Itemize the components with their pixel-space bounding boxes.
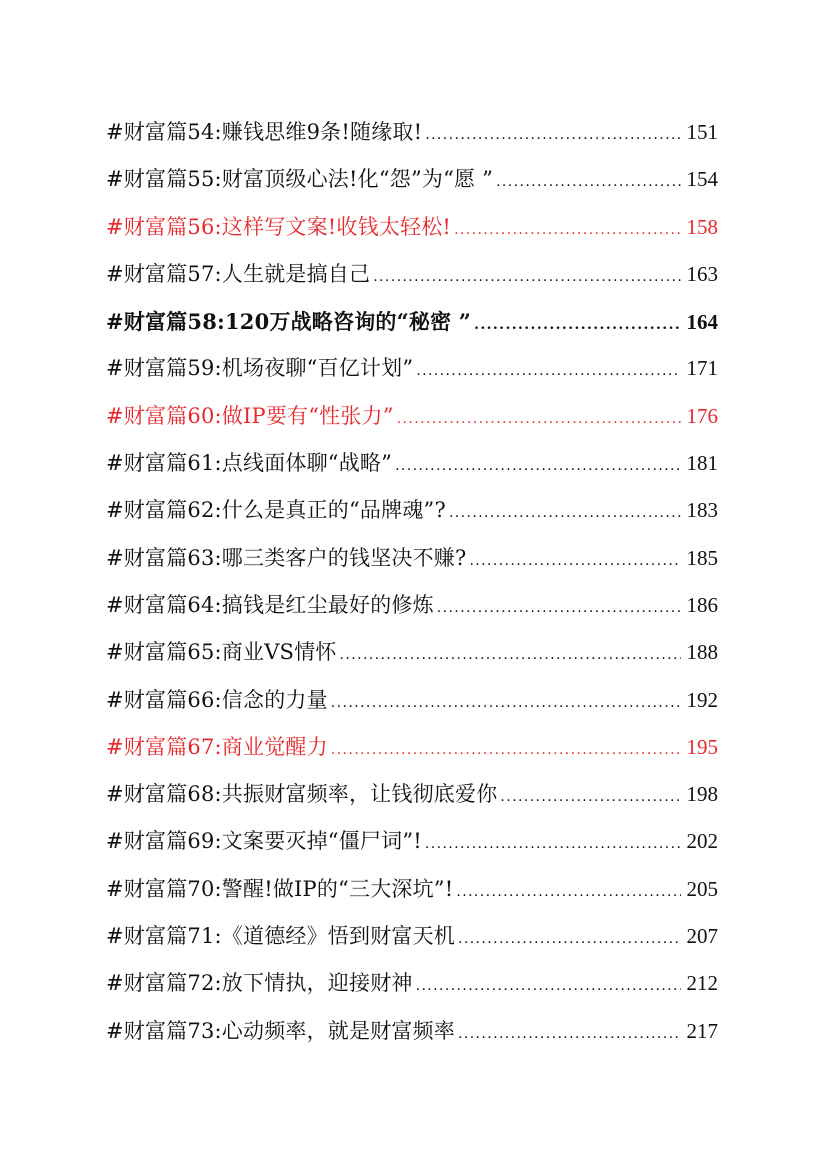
toc-entry-title: #财富篇58:120万战略咨询的“秘密 ”	[106, 309, 472, 335]
table-of-contents	[106, 109, 718, 1055]
toc-dot-leader	[397, 396, 681, 443]
toc-dot-leader	[373, 254, 680, 301]
toc-dot-leader	[331, 727, 681, 774]
toc-entry[interactable]	[106, 582, 718, 629]
toc-dot-leader	[500, 774, 680, 821]
toc-entry[interactable]	[106, 677, 718, 724]
toc-entry[interactable]	[106, 393, 718, 440]
toc-entry-page-number: 151	[686, 120, 718, 144]
toc-entry-title: #财富篇70:警醒!做IP的“三大深坑”!	[106, 876, 454, 901]
toc-entry-page-number: 176	[686, 403, 718, 428]
toc-entry-title: #财富篇56:这样写文案!收钱太轻松!	[106, 214, 452, 239]
toc-dot-leader	[331, 680, 681, 727]
toc-entry-page-number: 217	[686, 1018, 718, 1043]
toc-dot-leader	[416, 963, 681, 1010]
toc-entry-page-number: 205	[686, 876, 718, 901]
toc-entry-page-number: 181	[686, 451, 718, 476]
toc-dot-leader	[416, 348, 680, 395]
toc-entry-page-number: 186	[686, 592, 718, 617]
toc-entry-page-number: 183	[686, 498, 718, 523]
toc-entry-page-number: 188	[686, 640, 718, 665]
toc-entry-title: #财富篇63:哪三类客户的钱坚决不赚?	[106, 545, 467, 570]
toc-entry-title: #财富篇64:搞钱是红尘最好的修炼	[106, 592, 434, 617]
toc-entry-page-number: 202	[686, 829, 718, 854]
toc-entry-title: #财富篇60:做IP要有“性张力”	[106, 403, 394, 428]
toc-dot-leader	[454, 207, 680, 254]
toc-entry-title: #财富篇57:人生就是搞自己	[106, 261, 371, 286]
toc-entry[interactable]	[106, 913, 718, 960]
toc-entry-title: #财富篇65:商业VS情怀	[106, 640, 337, 665]
toc-dot-leader	[458, 1011, 681, 1058]
toc-entry-title: #财富篇59:机场夜聊“百亿计划”	[106, 356, 414, 381]
toc-dot-leader	[469, 538, 680, 585]
toc-entry-page-number: 198	[686, 782, 718, 807]
toc-entry-page-number: 192	[686, 687, 718, 712]
toc-entry[interactable]	[106, 251, 718, 298]
toc-entry-page-number: 164	[686, 310, 718, 335]
toc-entry-title: #财富篇61:点线面体聊“战略”	[106, 451, 393, 476]
toc-entry-page-number: 171	[686, 356, 718, 381]
toc-entry[interactable]	[106, 1008, 718, 1055]
toc-entry-page-number: 185	[686, 545, 718, 570]
toc-entry[interactable]	[106, 960, 718, 1007]
toc-entry[interactable]	[106, 629, 718, 676]
toc-entry-page-number: 163	[686, 261, 718, 286]
toc-entry-page-number: 212	[686, 971, 718, 996]
toc-entry[interactable]	[106, 535, 718, 582]
toc-entry-page-number: 158	[686, 214, 718, 239]
toc-entry[interactable]	[106, 204, 718, 251]
toc-entry-title: #财富篇62:什么是真正的“品牌魂”?	[106, 498, 446, 523]
toc-entry-title: #财富篇71:《道德经》悟到财富天机	[106, 924, 455, 949]
toc-entry-title: #财富篇54:赚钱思维9条!随缘取!	[106, 120, 423, 144]
toc-entry-title: #财富篇73:心动频率，就是财富频率	[106, 1018, 455, 1043]
toc-entry[interactable]	[106, 866, 718, 913]
toc-entry[interactable]	[106, 818, 718, 865]
toc-entry-page-number: 207	[686, 924, 718, 949]
toc-entry[interactable]	[106, 771, 718, 818]
toc-dot-leader	[395, 443, 680, 490]
toc-entry-title: #财富篇67:商业觉醒力	[106, 734, 328, 759]
toc-dot-leader	[425, 112, 680, 159]
toc-entry-title: #财富篇66:信念的力量	[106, 687, 328, 712]
toc-dot-leader	[458, 916, 681, 963]
toc-dot-leader	[340, 632, 681, 679]
toc-dot-leader	[449, 490, 681, 537]
toc-entry[interactable]	[106, 345, 718, 392]
toc-entry[interactable]	[106, 298, 718, 345]
toc-entry-title: #财富篇72:放下情执，迎接财神	[106, 971, 413, 996]
toc-entry[interactable]	[106, 440, 718, 487]
toc-entry[interactable]	[106, 156, 718, 203]
toc-dot-leader	[425, 821, 681, 868]
toc-entry-title: #财富篇68:共振财富频率，让钱彻底爱你	[106, 782, 498, 807]
toc-entry-page-number: 195	[686, 734, 718, 759]
toc-entry[interactable]	[106, 724, 718, 771]
toc-entry-page-number: 154	[686, 167, 718, 192]
toc-entry-title: #财富篇69:文案要灭掉“僵尸词”!	[106, 829, 422, 854]
toc-dot-leader	[474, 302, 680, 349]
toc-entry[interactable]	[106, 109, 718, 156]
toc-entry[interactable]	[106, 487, 718, 534]
toc-dot-leader	[437, 585, 681, 632]
toc-dot-leader	[456, 869, 680, 916]
toc-dot-leader	[496, 159, 680, 206]
toc-entry-title: #财富篇55:财富顶级心法!化“怨”为“愿 ”	[106, 167, 494, 192]
